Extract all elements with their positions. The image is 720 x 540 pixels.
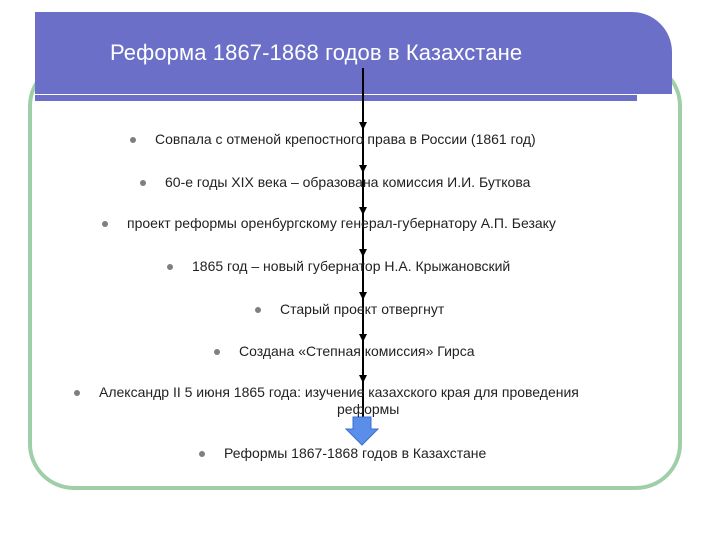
list-item-text: Создана «Степная комиссия» Гирса	[239, 343, 475, 359]
list-item	[127, 215, 556, 231]
arrowhead-3	[359, 207, 367, 215]
slide-title: Реформа 1867-1868 годов в Казахстане	[110, 40, 523, 65]
list-item	[239, 343, 475, 359]
list-item	[165, 174, 530, 190]
list-item	[192, 258, 510, 274]
list-item	[99, 384, 579, 400]
list-item-text: 60-е годы XIX века – образована комиссия И.И. Буткова	[165, 174, 531, 190]
list-item-continuation	[337, 401, 399, 417]
connector-line	[362, 68, 364, 418]
list-item-text: Александр II 5 июня 1865 года: изучение казахского края для проведения	[99, 384, 579, 400]
list-item-text: проект реформы оренбургскому генерал-губернатору А.П. Безаку	[127, 215, 556, 231]
list-item	[280, 301, 444, 317]
arrowhead-7	[359, 375, 367, 383]
list-item-text: реформы	[337, 401, 400, 417]
arrowhead-2	[359, 165, 367, 173]
list-item	[155, 131, 536, 147]
list-item-text: Совпала с отменой крепостного права в России (1861 год)	[155, 131, 536, 147]
arrowhead-1	[359, 122, 367, 130]
list-item-text: Реформы 1867-1868 годов в Казахстане	[224, 445, 487, 461]
list-item-text: Старый проект отвергнут	[280, 301, 445, 317]
arrowhead-5	[359, 292, 367, 300]
arrowhead-6	[359, 334, 367, 342]
list-item-text: 1865 год – новый губернатор Н.А. Крыжановский	[192, 258, 511, 274]
list-item	[224, 445, 486, 461]
down-arrow-icon	[344, 416, 380, 446]
arrowhead-4	[359, 249, 367, 257]
title-underline	[35, 95, 637, 101]
